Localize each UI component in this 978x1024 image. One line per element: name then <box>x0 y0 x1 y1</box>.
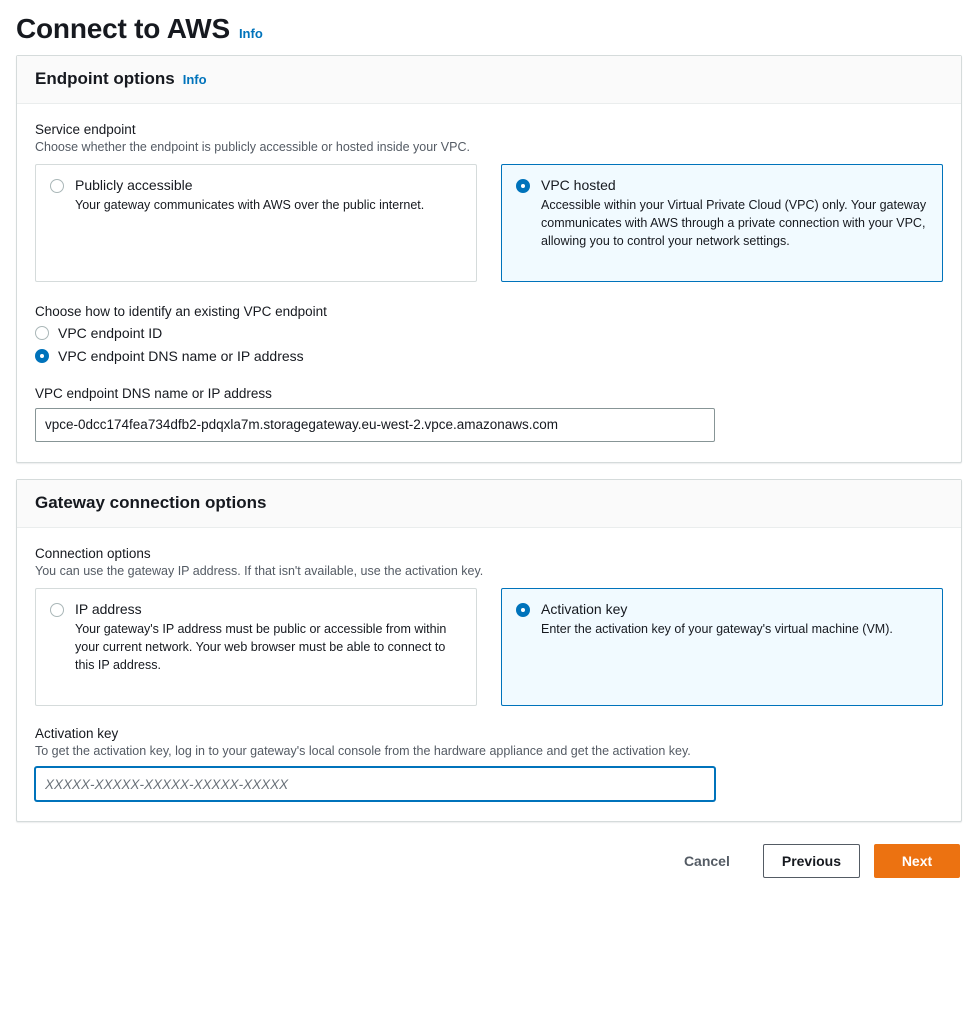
radio-vpc-endpoint-id[interactable] <box>35 326 49 340</box>
tile-ip-address[interactable] <box>35 588 477 706</box>
vpc-endpoint-dns-label: VPC endpoint DNS name or IP address <box>35 385 272 401</box>
tile-activation-key-description: Enter the activation key of your gateway's virtual machine (VM). <box>541 622 893 637</box>
vpc-endpoint-dns-input[interactable] <box>35 408 715 442</box>
radio-label-vpc-endpoint-id: VPC endpoint ID <box>58 324 163 341</box>
endpoint-options-card <box>16 55 962 463</box>
tile-publicly-accessible[interactable] <box>35 164 477 282</box>
tile-vpc-hosted-description: Accessible within your Virtual Private Cloud (VPC) only. Your gateway communicates with AWS through a private connection with your VPC, allowing you to control your network settings. <box>541 198 927 248</box>
cancel-button[interactable]: Cancel <box>665 844 749 878</box>
page-header <box>0 0 978 55</box>
gateway-connection-options-heading: Gateway connection options <box>35 492 267 512</box>
page-title: Connect to AWS <box>16 13 230 44</box>
gateway-connection-options-card <box>16 479 962 823</box>
next-button[interactable]: Next <box>874 844 960 878</box>
connection-options-tile-group <box>35 588 943 706</box>
tile-vpc-hosted[interactable] <box>501 164 943 282</box>
tile-ip-address-description: Your gateway's IP address must be public or accessible from within your current network. Your web browser must be able to connect to this IP address. <box>75 622 447 672</box>
connection-options-label: Connection options <box>35 545 151 561</box>
radio-publicly-accessible[interactable] <box>50 179 64 193</box>
radio-vpc-hosted[interactable] <box>516 179 530 193</box>
radio-row-vpc-endpoint-id[interactable] <box>35 325 943 341</box>
tile-publicly-accessible-description: Your gateway communicates with AWS over the public internet. <box>75 198 425 213</box>
endpoint-options-info-link[interactable]: Info <box>182 71 207 87</box>
tile-activation-key-title: Activation key <box>541 600 628 617</box>
tile-vpc-hosted-title: VPC hosted <box>541 176 616 193</box>
radio-activation-key[interactable] <box>516 603 530 617</box>
service-endpoint-description: Choose whether the endpoint is publicly accessible or hosted inside your VPC. <box>35 139 470 154</box>
gateway-connection-options-header <box>17 480 961 528</box>
page-info-link[interactable]: Info <box>238 26 263 41</box>
identify-vpc-endpoint-label: Choose how to identify an existing VPC endpoint <box>35 303 327 319</box>
gateway-connection-options-body <box>17 528 961 822</box>
radio-vpc-endpoint-dns[interactable] <box>35 349 49 363</box>
endpoint-options-heading: Endpoint options <box>35 68 175 88</box>
activation-key-field <box>35 726 943 802</box>
wizard-footer-actions <box>0 838 978 894</box>
identify-vpc-radio-group <box>35 325 943 364</box>
endpoint-options-header <box>17 56 961 104</box>
radio-row-vpc-endpoint-dns[interactable] <box>35 348 943 364</box>
identify-vpc-endpoint-field <box>35 304 943 364</box>
vpc-endpoint-dns-field <box>35 386 943 442</box>
radio-ip-address[interactable] <box>50 603 64 617</box>
activation-key-label: Activation key <box>35 725 119 741</box>
tile-publicly-accessible-title: Publicly accessible <box>75 176 193 193</box>
connection-options-description: You can use the gateway IP address. If that isn't available, use the activation key. <box>35 563 484 578</box>
tile-ip-address-title: IP address <box>75 600 142 617</box>
radio-label-vpc-endpoint-dns: VPC endpoint DNS name or IP address <box>58 347 304 364</box>
previous-button[interactable]: Previous <box>763 844 860 878</box>
service-endpoint-field <box>35 122 943 282</box>
activation-key-input[interactable] <box>35 767 715 801</box>
activation-key-description: To get the activation key, log in to your gateway's local console from the hardware appliance and get the activation key. <box>35 743 691 758</box>
connection-options-field <box>35 546 943 706</box>
service-endpoint-label: Service endpoint <box>35 121 136 137</box>
endpoint-options-body <box>17 104 961 462</box>
service-endpoint-tile-group <box>35 164 943 282</box>
tile-activation-key[interactable] <box>501 588 943 706</box>
